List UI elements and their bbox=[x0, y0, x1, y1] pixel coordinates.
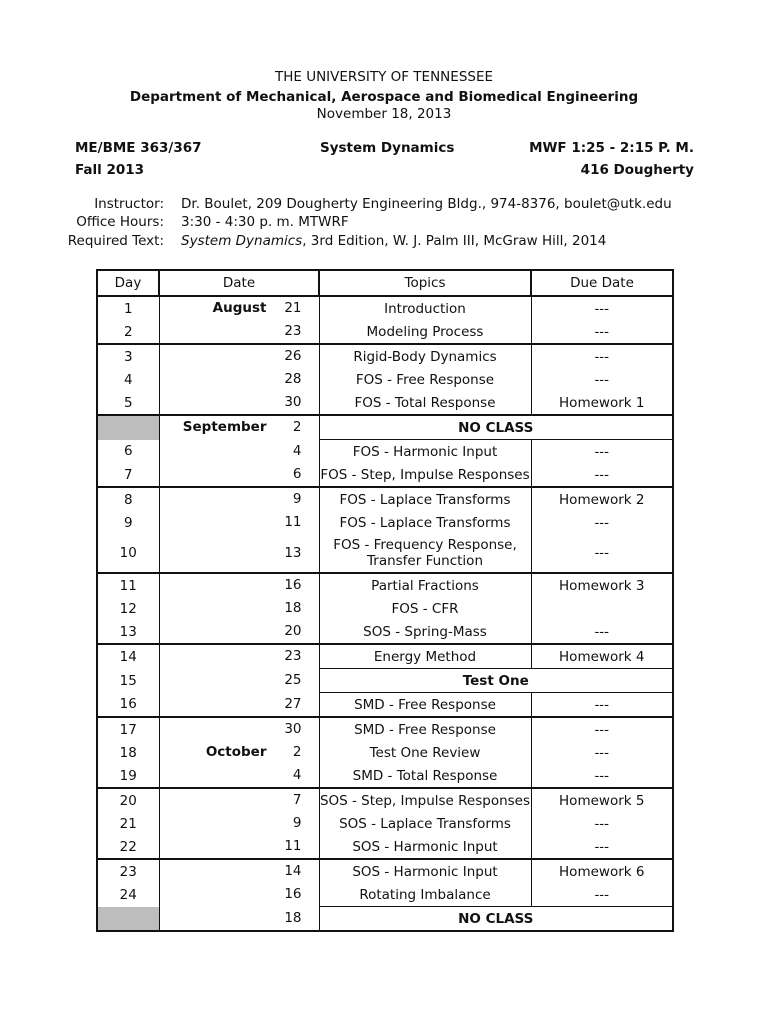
schedule-week-group bbox=[97, 415, 673, 487]
header-date: Date bbox=[159, 270, 319, 296]
date-number: 9 bbox=[292, 491, 302, 507]
schedule-week-group bbox=[97, 644, 673, 717]
course-number: ME/BME 363/367 bbox=[75, 140, 202, 156]
date-cell bbox=[159, 883, 319, 907]
date-number: 30 bbox=[284, 721, 302, 737]
schedule-week-group bbox=[97, 717, 673, 788]
date-cell bbox=[159, 859, 319, 883]
instructor-label: Instructor: bbox=[94, 196, 164, 212]
schedule-header-row bbox=[97, 270, 673, 296]
day-cell: 11 bbox=[97, 573, 159, 597]
date-number: 18 bbox=[284, 600, 302, 616]
due-cell: --- bbox=[531, 693, 673, 718]
date-cell bbox=[159, 907, 319, 932]
day-cell: 10 bbox=[97, 534, 159, 573]
schedule-row bbox=[97, 741, 673, 764]
date-cell bbox=[159, 534, 319, 573]
schedule-row bbox=[97, 296, 673, 320]
course-title: System Dynamics bbox=[320, 140, 455, 156]
schedule-row bbox=[97, 693, 673, 718]
month-label: August bbox=[212, 300, 267, 316]
schedule-row bbox=[97, 859, 673, 883]
topic-cell: Rigid-Body Dynamics bbox=[319, 344, 531, 368]
day-cell: 9 bbox=[97, 511, 159, 534]
day-cell: 3 bbox=[97, 344, 159, 368]
due-cell: --- bbox=[531, 883, 673, 907]
date-number: 30 bbox=[284, 394, 302, 410]
schedule-row bbox=[97, 812, 673, 835]
schedule-row bbox=[97, 463, 673, 487]
date-number: 4 bbox=[292, 767, 302, 783]
day-cell: 22 bbox=[97, 835, 159, 859]
header-topics: Topics bbox=[319, 270, 531, 296]
schedule-row bbox=[97, 644, 673, 669]
due-cell: --- bbox=[531, 511, 673, 534]
date-cell bbox=[159, 344, 319, 368]
day-cell bbox=[97, 907, 159, 932]
textbook-details: , 3rd Edition, W. J. Palm III, McGraw Hill, 2014 bbox=[302, 233, 607, 249]
day-cell: 2 bbox=[97, 320, 159, 344]
topic-cell: SOS - Spring-Mass bbox=[319, 620, 531, 644]
month-label: October bbox=[205, 744, 267, 760]
schedule-row bbox=[97, 511, 673, 534]
no-class-note: NO CLASS bbox=[319, 415, 673, 440]
date-number: 9 bbox=[292, 815, 302, 831]
date-number: 16 bbox=[284, 886, 302, 902]
office-hours-label: Office Hours: bbox=[76, 214, 164, 230]
day-cell: 13 bbox=[97, 620, 159, 644]
schedule-row bbox=[97, 320, 673, 344]
topic-cell bbox=[319, 534, 531, 573]
due-cell: --- bbox=[531, 764, 673, 788]
topic-cell: FOS - Free Response bbox=[319, 368, 531, 391]
topic-cell: SMD - Free Response bbox=[319, 717, 531, 741]
topic-cell: Partial Fractions bbox=[319, 573, 531, 597]
topic-cell: SOS - Step, Impulse Responses bbox=[319, 788, 531, 812]
topic-cell: FOS - Total Response bbox=[319, 391, 531, 415]
due-cell: Homework 6 bbox=[531, 859, 673, 883]
date-cell bbox=[159, 620, 319, 644]
instructor-value: Dr. Boulet, 209 Dougherty Engineering Bldg., 974-8376, boulet@utk.edu bbox=[181, 196, 672, 212]
date-cell bbox=[159, 788, 319, 812]
topic-cell: Modeling Process bbox=[319, 320, 531, 344]
document-date: November 18, 2013 bbox=[316, 106, 452, 122]
course-room: 416 Dougherty bbox=[580, 162, 694, 178]
department-name: Department of Mechanical, Aerospace and Biomedical Engineering bbox=[129, 89, 639, 105]
topic-cell: FOS - Laplace Transforms bbox=[319, 487, 531, 511]
due-cell: --- bbox=[531, 741, 673, 764]
date-number: 23 bbox=[284, 648, 302, 664]
required-text-value bbox=[181, 233, 606, 249]
date-number: 13 bbox=[284, 545, 302, 561]
topic-cell: FOS - Step, Impulse Responses bbox=[319, 463, 531, 487]
topic-cell: Introduction bbox=[319, 296, 531, 320]
textbook-title: System Dynamics bbox=[181, 233, 303, 249]
day-cell: 21 bbox=[97, 812, 159, 835]
schedule-week-group bbox=[97, 788, 673, 859]
schedule-row bbox=[97, 597, 673, 620]
date-number: 2 bbox=[292, 419, 302, 435]
date-number: 18 bbox=[284, 909, 302, 926]
date-cell bbox=[159, 440, 319, 464]
schedule-row bbox=[97, 717, 673, 741]
schedule-week-group bbox=[97, 487, 673, 573]
date-number: 2 bbox=[292, 744, 302, 760]
due-cell: --- bbox=[531, 620, 673, 644]
day-cell: 14 bbox=[97, 644, 159, 669]
date-cell bbox=[159, 812, 319, 835]
schedule-week-group bbox=[97, 573, 673, 644]
office-hours-value: 3:30 - 4:30 p. m. MTWRF bbox=[181, 214, 349, 230]
topic-cell: FOS - CFR bbox=[319, 597, 531, 620]
date-cell bbox=[159, 511, 319, 534]
schedule-table bbox=[96, 269, 674, 932]
course-time: MWF 1:25 - 2:15 P. M. bbox=[529, 140, 694, 156]
date-number: 26 bbox=[284, 348, 302, 364]
topic-cell: Energy Method bbox=[319, 644, 531, 669]
schedule-row bbox=[97, 440, 673, 464]
topic-cell: SOS - Harmonic Input bbox=[319, 835, 531, 859]
date-number: 11 bbox=[284, 838, 302, 854]
no-class-note: NO CLASS bbox=[319, 907, 673, 932]
due-cell: --- bbox=[531, 534, 673, 573]
day-cell: 20 bbox=[97, 788, 159, 812]
schedule-row bbox=[97, 487, 673, 511]
topic-cell: SMD - Total Response bbox=[319, 764, 531, 788]
due-cell: Homework 4 bbox=[531, 644, 673, 669]
schedule-row bbox=[97, 344, 673, 368]
required-text-label: Required Text: bbox=[67, 233, 164, 249]
day-cell: 24 bbox=[97, 883, 159, 907]
date-cell bbox=[159, 415, 319, 440]
topic-cell: Test One Review bbox=[319, 741, 531, 764]
topic-line: Transfer Function bbox=[367, 553, 483, 569]
schedule-week-group bbox=[97, 859, 673, 931]
date-cell bbox=[159, 597, 319, 620]
date-number: 6 bbox=[292, 466, 302, 482]
schedule-row bbox=[97, 391, 673, 415]
date-number: 27 bbox=[284, 695, 302, 712]
date-number: 16 bbox=[284, 577, 302, 593]
date-cell bbox=[159, 320, 319, 344]
date-cell bbox=[159, 644, 319, 669]
schedule-row bbox=[97, 573, 673, 597]
date-number: 11 bbox=[284, 514, 302, 530]
due-cell: --- bbox=[531, 835, 673, 859]
date-cell bbox=[159, 391, 319, 415]
no-class-note: Test One bbox=[319, 669, 673, 693]
topic-cell: FOS - Laplace Transforms bbox=[319, 511, 531, 534]
due-cell: Homework 5 bbox=[531, 788, 673, 812]
date-cell bbox=[159, 487, 319, 511]
day-cell: 23 bbox=[97, 859, 159, 883]
day-cell: 1 bbox=[97, 296, 159, 320]
date-cell bbox=[159, 835, 319, 859]
topic-cell: SOS - Harmonic Input bbox=[319, 859, 531, 883]
day-cell: 16 bbox=[97, 693, 159, 718]
schedule-row bbox=[97, 415, 673, 440]
day-cell: 12 bbox=[97, 597, 159, 620]
due-cell: --- bbox=[531, 344, 673, 368]
schedule-row bbox=[97, 788, 673, 812]
date-cell bbox=[159, 693, 319, 718]
schedule-week-group bbox=[97, 296, 673, 344]
date-number: 4 bbox=[292, 442, 302, 459]
date-cell bbox=[159, 296, 319, 320]
schedule-row bbox=[97, 669, 673, 693]
date-number: 28 bbox=[284, 371, 302, 387]
date-cell bbox=[159, 741, 319, 764]
date-cell bbox=[159, 368, 319, 391]
due-cell: --- bbox=[531, 368, 673, 391]
day-cell: 18 bbox=[97, 741, 159, 764]
month-label: September bbox=[182, 419, 267, 435]
due-cell: Homework 1 bbox=[531, 391, 673, 415]
date-number: 7 bbox=[292, 792, 302, 808]
day-cell: 17 bbox=[97, 717, 159, 741]
schedule-week-group bbox=[97, 344, 673, 415]
schedule-row bbox=[97, 368, 673, 391]
schedule-row bbox=[97, 835, 673, 859]
day-cell: 6 bbox=[97, 440, 159, 464]
date-number: 14 bbox=[284, 863, 302, 879]
date-cell bbox=[159, 573, 319, 597]
topic-cell: SOS - Laplace Transforms bbox=[319, 812, 531, 835]
course-info bbox=[0, 196, 768, 256]
header-day: Day bbox=[97, 270, 159, 296]
university-name: THE UNIVERSITY OF TENNESSEE bbox=[274, 69, 494, 85]
topic-cell: FOS - Harmonic Input bbox=[319, 440, 531, 464]
due-cell: --- bbox=[531, 812, 673, 835]
day-cell: 8 bbox=[97, 487, 159, 511]
due-cell: Homework 2 bbox=[531, 487, 673, 511]
day-cell bbox=[97, 415, 159, 440]
date-number: 21 bbox=[284, 300, 302, 316]
date-number: 23 bbox=[284, 323, 302, 339]
topic-cell: SMD - Free Response bbox=[319, 693, 531, 718]
topic-cell: Rotating Imbalance bbox=[319, 883, 531, 907]
schedule-row bbox=[97, 764, 673, 788]
due-cell: --- bbox=[531, 296, 673, 320]
schedule-row bbox=[97, 883, 673, 907]
schedule-row bbox=[97, 534, 673, 573]
date-number: 25 bbox=[284, 671, 302, 688]
day-cell: 4 bbox=[97, 368, 159, 391]
course-term: Fall 2013 bbox=[75, 162, 145, 178]
date-cell bbox=[159, 669, 319, 693]
date-cell bbox=[159, 463, 319, 487]
topic-line: FOS - Frequency Response, bbox=[333, 537, 517, 553]
due-cell: --- bbox=[531, 717, 673, 741]
day-cell: 15 bbox=[97, 669, 159, 693]
date-number: 20 bbox=[284, 623, 302, 639]
day-cell: 19 bbox=[97, 764, 159, 788]
due-cell: Homework 3 bbox=[531, 573, 673, 597]
schedule-row bbox=[97, 620, 673, 644]
date-cell bbox=[159, 717, 319, 741]
due-cell: --- bbox=[531, 440, 673, 464]
due-cell bbox=[531, 597, 673, 620]
date-cell bbox=[159, 764, 319, 788]
day-cell: 5 bbox=[97, 391, 159, 415]
schedule-row bbox=[97, 907, 673, 932]
day-cell: 7 bbox=[97, 463, 159, 487]
due-cell: --- bbox=[531, 463, 673, 487]
due-cell: --- bbox=[531, 320, 673, 344]
header-due-date: Due Date bbox=[531, 270, 673, 296]
